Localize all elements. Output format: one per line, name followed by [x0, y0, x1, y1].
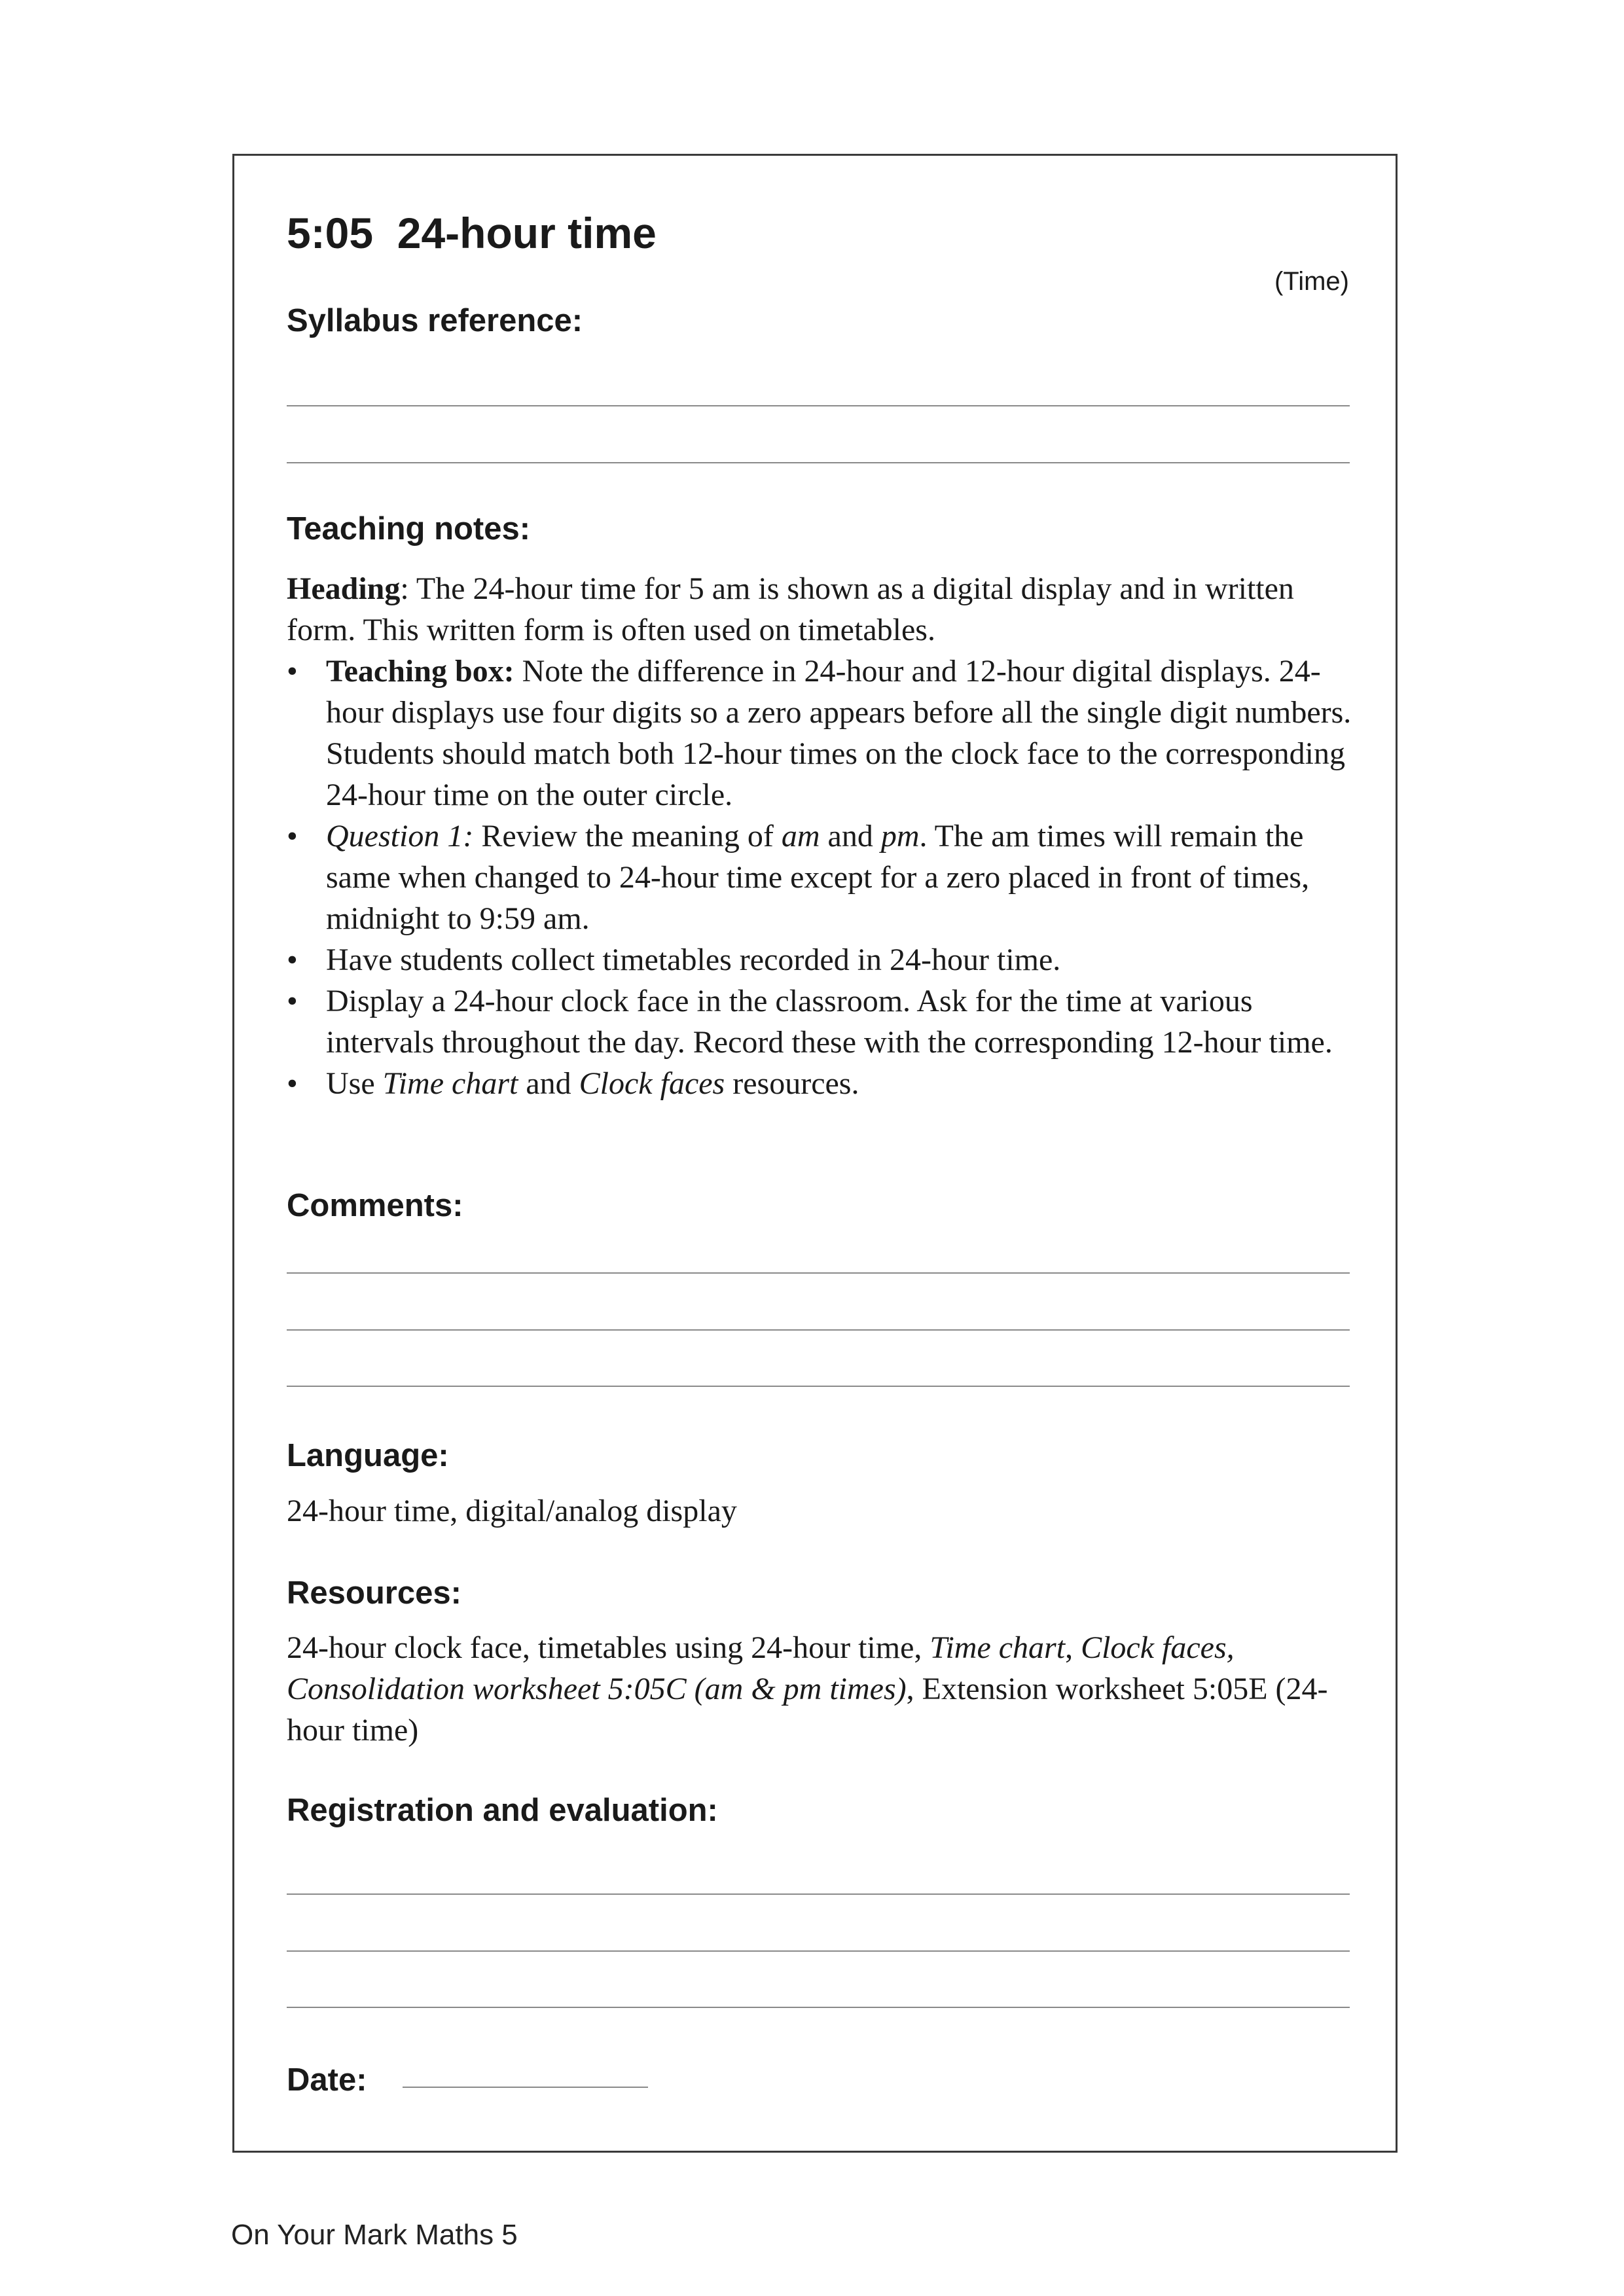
page-frame	[232, 154, 1398, 2153]
comments-line-3	[287, 1386, 1350, 1387]
resources-note-text: and	[518, 1066, 579, 1101]
list-item	[287, 939, 1360, 980]
resources-text	[287, 1627, 1360, 1751]
date-line	[403, 2087, 648, 2088]
page-footer: On Your Mark Maths 5	[231, 2219, 518, 2251]
list-item	[287, 1063, 1360, 1104]
am-term: am	[781, 819, 820, 853]
page-title: 5:05 24-hour time	[287, 209, 657, 257]
comments-line-1	[287, 1272, 1350, 1274]
resources-note-text: resources.	[725, 1066, 859, 1101]
question-label: Question 1:	[326, 819, 474, 853]
list-item	[287, 980, 1360, 1063]
time-chart-resource: Time chart	[929, 1630, 1066, 1665]
clock-faces-resource: Clock faces	[579, 1066, 725, 1101]
registration-line-3	[287, 2007, 1350, 2008]
language-heading: Language:	[287, 1438, 449, 1473]
comments-line-2	[287, 1329, 1350, 1331]
resources-text-part: , Extension worksheet 5:05E (24-hour time)	[287, 1672, 1328, 1748]
registration-heading: Registration and evaluation:	[287, 1793, 718, 1828]
question-text: and	[820, 819, 881, 853]
registration-line-1	[287, 1893, 1350, 1895]
teaching-box-label: Teaching box:	[326, 654, 514, 689]
syllabus-line-1	[287, 405, 1350, 406]
teaching-notes-heading: Teaching notes:	[287, 511, 531, 547]
teaching-notes-intro	[287, 568, 1360, 651]
question-text: Review the meaning of	[473, 819, 782, 853]
date-label: Date:	[287, 2062, 367, 2098]
resources-text-part: ,	[1065, 1630, 1081, 1665]
pm-term: pm	[880, 819, 920, 853]
worksheet-resources: Clock faces, Consolidation worksheet 5:05C (am & pm times)	[287, 1630, 1235, 1706]
syllabus-heading: Syllabus reference:	[287, 303, 583, 338]
intro-label: Heading	[287, 571, 401, 606]
resources-note-text: Use	[326, 1066, 383, 1101]
registration-line-2	[287, 1950, 1350, 1952]
resources-text-part: 24-hour clock face, timetables using 24-hour time,	[287, 1630, 930, 1665]
list-item	[287, 651, 1360, 816]
time-chart-resource: Time chart	[382, 1066, 518, 1101]
question-text: . The am times will remain the same when changed to 24-hour time except for a zero placed in front of times, midnight to 9:59 am.	[326, 819, 1310, 936]
clock-face-text: Display a 24-hour clock face in the classroom. Ask for the time at various intervals throughout the day. Record these with the corresponding 12-hour time.	[326, 984, 1333, 1060]
comments-heading: Comments:	[287, 1188, 463, 1223]
teaching-notes-list	[287, 651, 1360, 1104]
resources-heading: Resources:	[287, 1575, 461, 1611]
timetables-text: Have students collect timetables recorded in 24-hour time.	[326, 942, 1061, 977]
syllabus-line-2	[287, 462, 1350, 463]
list-item	[287, 816, 1360, 939]
teaching-box-text: Note the difference in 24-hour and 12-hour digital displays. 24-hour displays use four digits so a zero appears before all the single digit numbers. Students should match both 12-hour times on the clock face to the corresponding 24-hour time on the outer circle.	[326, 654, 1352, 812]
topic-label: (Time)	[1274, 267, 1349, 296]
language-text: 24-hour time, digital/analog display	[287, 1494, 737, 1528]
intro-text: : The 24-hour time for 5 am is shown as a digital display and in written form. This written form is often used on timetables.	[287, 571, 1294, 647]
